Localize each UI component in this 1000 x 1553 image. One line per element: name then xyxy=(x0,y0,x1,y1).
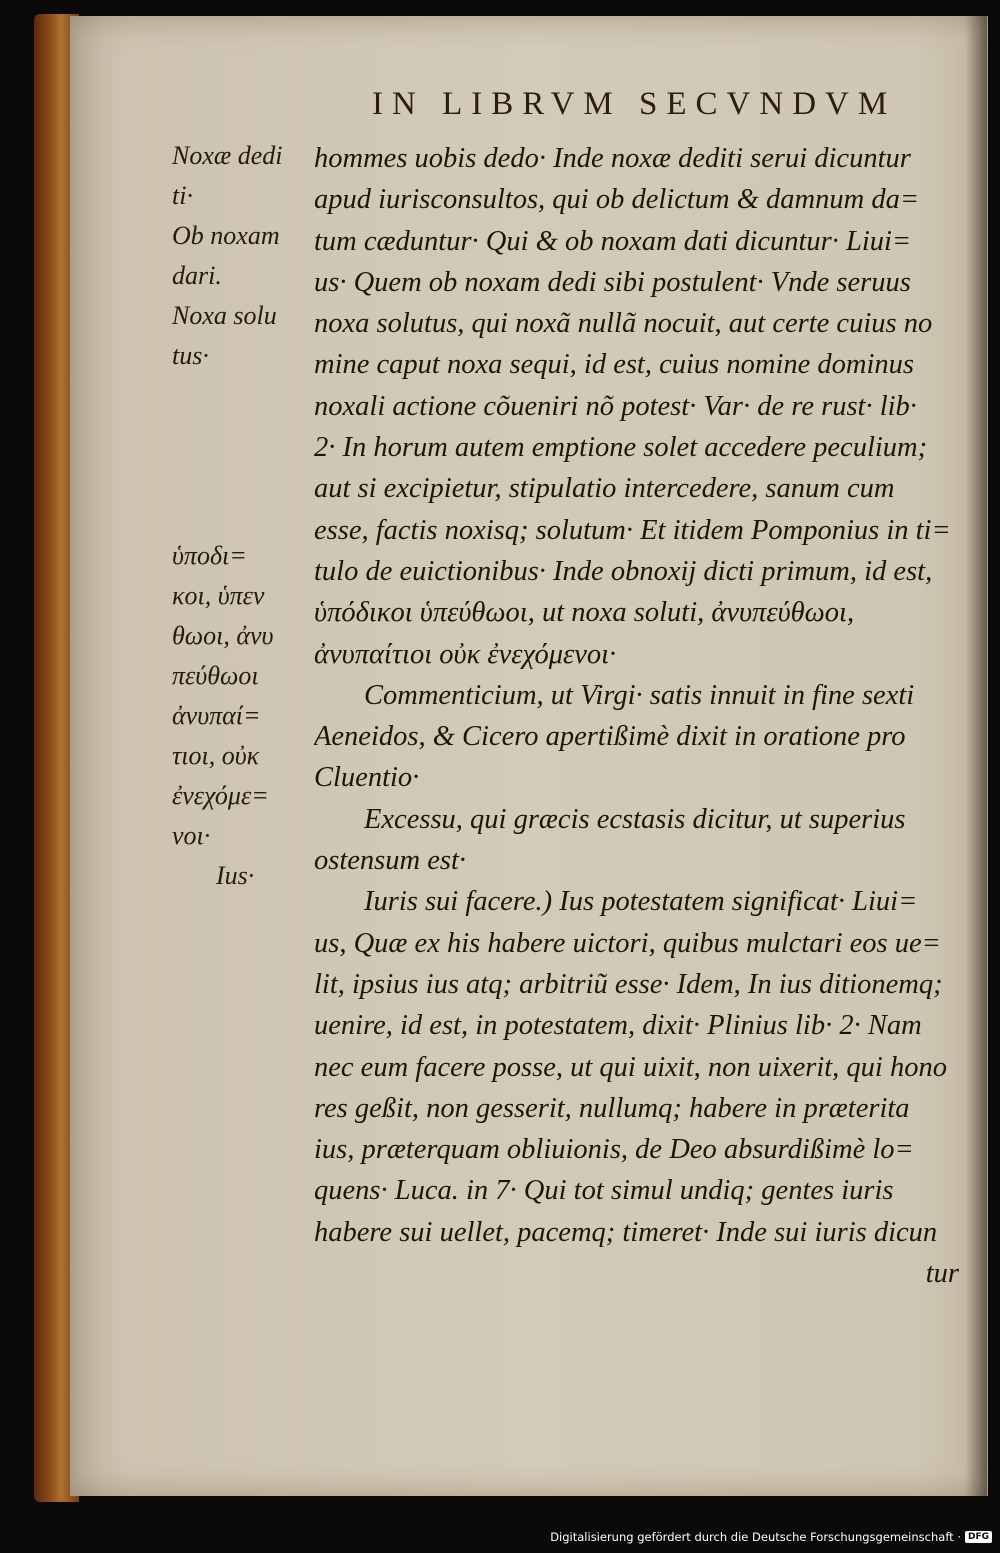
margin-note-noxa-solutus: Noxa solu tus· xyxy=(172,301,277,370)
body-line-greek: ὑπόδικοι ὑπεύθωοι, ut noxa soluti, ἀνυπεύθωοι, xyxy=(314,597,855,629)
body-line: aut si excipietur, stipulatio intercedere, sanum cum xyxy=(314,473,895,505)
running-head: IN LIBRVM SECVNDVM xyxy=(372,86,897,122)
margin-note-ob-noxam-dari: Ob noxam dari. xyxy=(172,221,280,290)
body-line: esse, factis noxisq; solutum· Et itidem Pomponius in ti= xyxy=(314,514,951,546)
body-line: res geßit, non gesserit, nullumq; habere in præterita xyxy=(314,1092,910,1124)
body-line: ostensum est· xyxy=(314,845,466,877)
body-line: quens· Luca. in 7· Qui tot simul undiq; gentes iuris xyxy=(314,1175,894,1207)
body-line-paragraph-start: Excessu, qui græcis ecstasis dicitur, ut superius xyxy=(364,803,906,835)
body-line: Aeneidos, & Cicero apertißimè dixit in oratione pro xyxy=(314,721,906,753)
body-line: tulo de euictionibus· Inde obnoxij dicti primum, id est, xyxy=(314,555,933,587)
margin-note-ius: Ius· xyxy=(216,861,255,890)
body-line: us· Quem ob noxam dedi sibi postulent· Vnde seruus xyxy=(314,266,911,298)
dfg-logo-icon: DFG xyxy=(965,1531,992,1543)
digitization-credit xyxy=(550,1530,992,1544)
body-line-paragraph-start: Commenticium, ut Virgi· satis innuit in fine sexti xyxy=(364,679,915,711)
body-line: mine caput noxa sequi, id est, cuius nomine dominus xyxy=(314,349,915,381)
body-line: nec eum facere posse, ut qui uixit, non uixerit, qui hono xyxy=(314,1051,947,1083)
body-line: lit, ipsius ius atq; arbitriũ esse· Idem, In ius ditionemq; xyxy=(314,968,943,1000)
margin-note-greek-terms: ὑποδι= κοι, ὑπεν θωοι, ἀνυ πεύθωοι ἀνυπαί= τιοι, οὐκ ἐνεχόμε= νοι· xyxy=(172,541,274,850)
margin-notes xyxy=(172,136,312,896)
body-line: noxali actione cõueniri nõ potest· Var· de re rust· lib· xyxy=(314,390,917,422)
body-line: ius, præterquam obliuionis, de Deo absurdißimè lo= xyxy=(314,1134,914,1166)
page-gutter-shadow xyxy=(965,16,987,1496)
credit-text: Digitalisierung gefördert durch die Deutsche Forschungsgemeinschaft · xyxy=(550,1530,961,1544)
body-line: habere sui uellet, pacemq; timeret· Inde sui iuris dicun xyxy=(314,1216,938,1248)
body-line: Cluentio· xyxy=(314,762,420,794)
body-line: uenire, id est, in potestatem, dixit· Plinius lib· 2· Nam xyxy=(314,1010,922,1042)
body-line: 2· In horum autem emptione solet accedere peculium; xyxy=(314,432,928,464)
body-line: apud iurisconsultos, qui ob delictum & damnum da= xyxy=(314,184,920,216)
body-line: noxa solutus, qui noxã nullã nocuit, aut certe cuius no xyxy=(314,308,933,340)
body-line-paragraph-start: Iuris sui facere.) Ius potestatem significat· Liui= xyxy=(364,886,918,918)
body-line: us, Quæ ex his habere uictori, quibus mulctari eos ue= xyxy=(314,927,941,959)
margin-note-noxae-dediti: Noxæ dedi ti· xyxy=(172,141,283,210)
body-text xyxy=(314,138,959,1294)
body-line: tum cæduntur· Qui & ob noxam dati dicuntur· Liui= xyxy=(314,225,912,257)
body-line: hommes uobis dedo· Inde noxæ dediti serui dicuntur xyxy=(314,143,911,174)
catchword: tur xyxy=(925,1258,959,1290)
body-line-greek: ἀνυπαίτιοι οὐκ ἐνεχόμενοι· xyxy=(314,638,617,670)
